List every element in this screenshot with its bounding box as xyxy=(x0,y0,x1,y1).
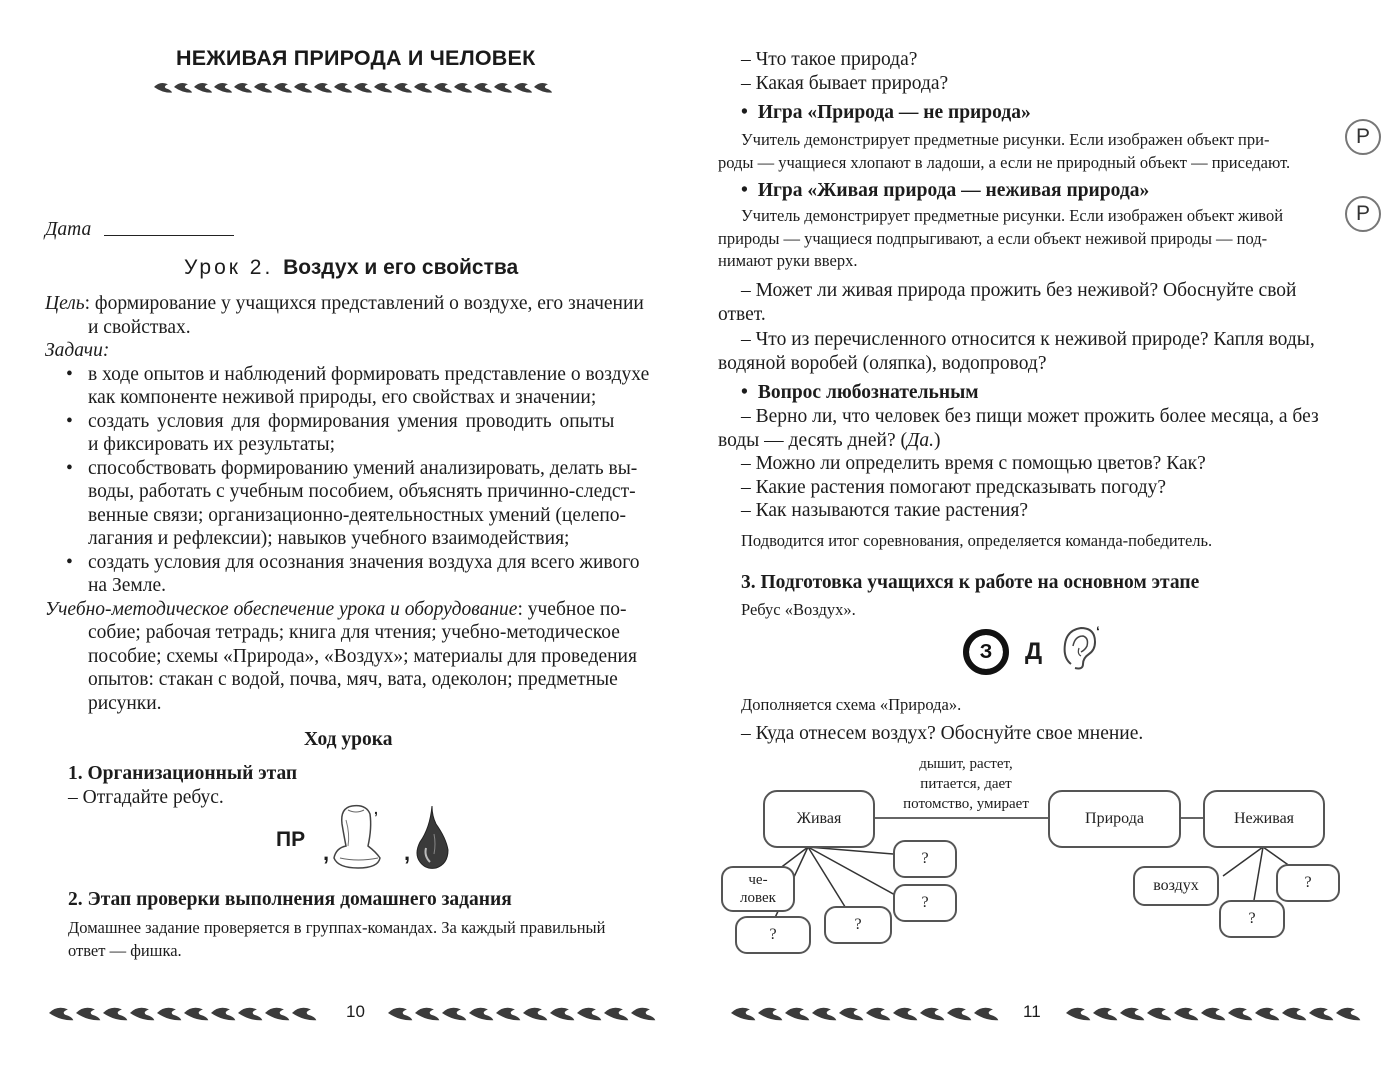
goal-label: Цель xyxy=(45,293,85,314)
ornament-leaf-icon xyxy=(442,1008,466,1020)
ornament-leaf-icon xyxy=(474,83,492,93)
task-item: • в ходе опытов и наблюдений формировать представление о воздухе как компоненте неживой природы, его свойствах и значении; xyxy=(66,363,650,408)
right-page xyxy=(693,0,1387,1080)
ornament-leaf-icon xyxy=(174,83,192,93)
ornament-leaf-icon xyxy=(1255,1008,1279,1020)
ornament-leaf-icon xyxy=(1174,1008,1198,1020)
ornament-leaf-icon xyxy=(130,1008,154,1020)
pillow-icon xyxy=(330,800,410,872)
rebus2-letter: Д xyxy=(1025,638,1043,665)
ornament-leaf-icon xyxy=(294,83,312,93)
svg-text:‘: ‘ xyxy=(1096,623,1100,639)
ornament-leaf-icon xyxy=(514,83,532,93)
footer-ornament-icon xyxy=(384,1004,666,1024)
ornament-leaf-icon xyxy=(758,1008,782,1020)
ornament-leaf-icon xyxy=(1336,1008,1360,1020)
unknown-node: ? xyxy=(893,884,957,922)
diagram-connector xyxy=(808,847,893,854)
lesson-number: Урок 2. xyxy=(184,256,274,279)
stage1-heading: 1. Организационный этап xyxy=(68,763,298,784)
ornament-leaf-icon xyxy=(354,83,372,93)
ornament-leaf-icon xyxy=(49,1008,73,1020)
lesson-heading xyxy=(184,256,518,280)
question-block: – Может ли живая природа прожить без неживой? Обоснуйте свой ответ. xyxy=(718,280,1297,325)
ornament-leaf-icon xyxy=(947,1008,971,1020)
rebus1-comma: , xyxy=(323,840,330,865)
ornament-leaf-icon xyxy=(731,1008,755,1020)
tasks-label: Задачи: xyxy=(45,340,110,361)
task-item: • создать условия для формирования умения проводить опыты и фиксировать их результаты; xyxy=(66,410,615,455)
page-number: 11 xyxy=(1023,1002,1041,1021)
scheme-note: Дополняется схема «Природа». xyxy=(741,695,962,714)
section-title: НЕЖИВАЯ ПРИРОДА И ЧЕЛОВЕК xyxy=(176,46,536,70)
question-block: – Что из перечисленного относится к неживой природе? Капля воды, водяной воробей (оляпка), водопровод? xyxy=(718,329,1315,374)
ornament-leaf-icon xyxy=(334,83,352,93)
footer-ornament-icon xyxy=(1062,1004,1362,1024)
equipment-line: Учебно-методическое обеспечение урока и оборудование: учебное по- xyxy=(45,598,627,620)
game1-text: Учитель демонстрирует предметные рисунки. Если изображен объект при- роды — учащиеся хлопают в ладоши, а если не природный объект — приседают. xyxy=(718,130,1291,172)
ornament-leaf-icon xyxy=(631,1008,655,1020)
ornament-leaf-icon xyxy=(469,1008,493,1020)
air-node: воздух xyxy=(1133,866,1219,906)
ornament-leaf-icon xyxy=(254,83,272,93)
stage2-text: Домашнее задание проверяется в группах-командах. За каждый правильный ответ — фишка. xyxy=(68,918,606,960)
ornament-leaf-icon xyxy=(785,1008,809,1020)
summary-text: Подводится итог соревнования, определяется команда-победитель. xyxy=(741,531,1213,550)
ornament-leaf-icon xyxy=(974,1008,998,1020)
ornament-leaf-icon xyxy=(1066,1008,1090,1020)
footer-ornament-icon xyxy=(45,1004,335,1024)
title-ornament-icon xyxy=(150,80,560,98)
left-page xyxy=(0,0,693,1080)
ornament-leaf-icon xyxy=(550,1008,574,1020)
ornament-leaf-icon xyxy=(1147,1008,1171,1020)
bullet-icon: • xyxy=(741,382,748,403)
question-line: – Куда отнесем воздух? Обоснуйте свое мнение. xyxy=(741,723,1144,744)
ornament-leaf-icon xyxy=(1201,1008,1225,1020)
diagram-connector xyxy=(808,847,847,910)
date-label: Дата xyxy=(45,219,92,240)
diagram-connector xyxy=(1223,847,1263,876)
page-number: 10 xyxy=(346,1002,365,1021)
ornament-leaf-icon xyxy=(394,83,412,93)
ornament-leaf-icon xyxy=(920,1008,944,1020)
ornament-leaf-icon xyxy=(1282,1008,1306,1020)
equipment-label: Учебно-методическое обеспечение урока и оборудование xyxy=(45,598,518,620)
goal-text: : формирование у учащихся представлений о воздухе, его значении xyxy=(84,293,644,314)
ornament-leaf-icon xyxy=(604,1008,628,1020)
ornament-leaf-icon xyxy=(839,1008,863,1020)
ornament-leaf-icon xyxy=(1309,1008,1333,1020)
bullet-icon: • xyxy=(66,457,73,479)
unknown-node: ? xyxy=(1276,864,1340,902)
ornament-leaf-icon xyxy=(211,1008,235,1020)
game1-title: • Игра «Природа — не природа» xyxy=(741,102,1031,123)
ornament-leaf-icon xyxy=(214,83,232,93)
rebus1-comma: , xyxy=(404,840,411,865)
footer-ornament-icon xyxy=(727,1004,1003,1024)
stage2-heading: 2. Этап проверки выполнения домашнего задания xyxy=(68,889,512,910)
ornament-leaf-icon xyxy=(866,1008,890,1020)
unknown-node: ? xyxy=(1219,900,1285,938)
ornament-leaf-icon xyxy=(238,1008,262,1020)
rebus2-circle: З xyxy=(963,629,1009,675)
living-node: Живая xyxy=(763,790,875,848)
ornament-leaf-icon xyxy=(388,1008,412,1020)
nonliving-node: Неживая xyxy=(1203,790,1325,848)
goal-cont: и свойствах. xyxy=(88,316,191,338)
ornament-leaf-icon xyxy=(157,1008,181,1020)
ornament-leaf-icon xyxy=(234,83,252,93)
badge-r: Р xyxy=(1345,196,1381,232)
ornament-leaf-icon xyxy=(496,1008,520,1020)
rebus2-label: Ребус «Воздух». xyxy=(741,600,856,619)
diagram-connector xyxy=(1253,847,1263,906)
ornament-leaf-icon xyxy=(76,1008,100,1020)
date-line xyxy=(104,235,234,236)
stage3-heading: 3. Подготовка учащихся к работе на основном этапе xyxy=(741,572,1200,593)
game2-title: • Игра «Живая природа — неживая природа» xyxy=(741,180,1150,201)
svg-text:,: , xyxy=(374,801,378,817)
ornament-leaf-icon xyxy=(494,83,512,93)
question-line: – Какая бывает природа? xyxy=(741,73,949,94)
drop-icon xyxy=(412,804,452,870)
game2-text: Учитель демонстрирует предметные рисунки. Если изображен объект живой природы — учащиеся подпрыгивают, а если объект неживой природы — под- нимают руки вверх. xyxy=(718,206,1284,270)
question-line: – Что такое природа? xyxy=(741,49,918,70)
curious-title: • Вопрос любознательным xyxy=(741,382,979,403)
human-node: че- ловек xyxy=(721,866,795,912)
bullet-icon: • xyxy=(741,180,748,201)
diagram-connector xyxy=(808,847,897,896)
ornament-leaf-icon xyxy=(1120,1008,1144,1020)
ornament-leaf-icon xyxy=(414,83,432,93)
edge-label: дышит, растет, питается, дает потомство, умирает xyxy=(903,756,1029,812)
ear-icon xyxy=(1057,622,1107,672)
ornament-leaf-icon xyxy=(434,83,452,93)
ornament-leaf-icon xyxy=(534,83,552,93)
bullet-icon: • xyxy=(741,102,748,123)
rebus1-text: ПР xyxy=(276,828,306,851)
ornament-leaf-icon xyxy=(292,1008,316,1020)
ornament-leaf-icon xyxy=(812,1008,836,1020)
task-item: • способствовать формированию умений анализировать, делать вы- воды, работать с учебным пособием, объяснять причинно-следст- венные связи; организационно-деятельностных умений (целепо- лагания и рефлексии); навыков учебного взаимодействия; xyxy=(66,457,638,549)
unknown-node: ? xyxy=(824,906,892,944)
ornament-leaf-icon xyxy=(314,83,332,93)
ornament-leaf-icon xyxy=(184,1008,208,1020)
ornament-leaf-icon xyxy=(454,83,472,93)
ornament-leaf-icon xyxy=(194,83,212,93)
ornament-leaf-icon xyxy=(523,1008,547,1020)
badge-r: Р xyxy=(1345,119,1381,155)
ornament-leaf-icon xyxy=(1228,1008,1252,1020)
unknown-node: ? xyxy=(735,916,811,954)
curious-questions: – Верно ли, что человек без пищи может прожить более месяца, а без воды — десять дней? (Да.) – Можно ли определить время с помощью цветов? Как? – Какие растения помогают предсказывать погоду? – Как называются такие растения? xyxy=(718,406,1319,521)
ornament-leaf-icon xyxy=(154,83,172,93)
stage1-question: – Отгадайте ребус. xyxy=(68,787,224,808)
lesson-body: Цель: формирование у учащихся представлений о воздухе, его значении и свойствах. Задачи: • в ходе опытов и наблюдений формировать представление о воздухе как компоненте неживой природы, его свойствах и значении; • создать условия для формирования умения проводить опыты и фиксировать их результаты; • способствовать формированию умений анализировать, делать вы- воды, работать с учебным пособием, объяснять причинно-следст- венные связи; организационно-деятельностных умений (целепо- лагания и рефлексии); навыков учебного взаимодействия; • создать условия для осознания значения воздуха для всего живого на Земле. Учебно-методическое обеспечение урока и оборудование: учебное по- собие; рабочая тетрадь; книга для чтения; учебно-методическое пособие; схемы «Природа», «Воздух»; материалы для проведения опытов: стакан с водой, почва, мяч, вата, одеколон; предметные рисунки. xyxy=(45,292,665,715)
ornament-leaf-icon xyxy=(1093,1008,1117,1020)
course-heading: Ход урока xyxy=(304,729,393,750)
lesson-title: Воздух и его свойства xyxy=(283,256,519,279)
ornament-leaf-icon xyxy=(415,1008,439,1020)
ornament-leaf-icon xyxy=(274,83,292,93)
ornament-leaf-icon xyxy=(374,83,392,93)
bullet-icon: • xyxy=(66,410,73,432)
ornament-leaf-icon xyxy=(577,1008,601,1020)
bullet-icon: • xyxy=(66,363,73,385)
ornament-leaf-icon xyxy=(103,1008,127,1020)
task-item: • создать условия для осознания значения воздуха для всего живого на Земле. xyxy=(66,551,640,596)
bullet-icon: • xyxy=(66,551,73,573)
goal-line xyxy=(45,292,665,316)
ornament-leaf-icon xyxy=(893,1008,917,1020)
unknown-node: ? xyxy=(893,840,957,878)
nature-node: Природа xyxy=(1048,790,1181,848)
ornament-leaf-icon xyxy=(265,1008,289,1020)
